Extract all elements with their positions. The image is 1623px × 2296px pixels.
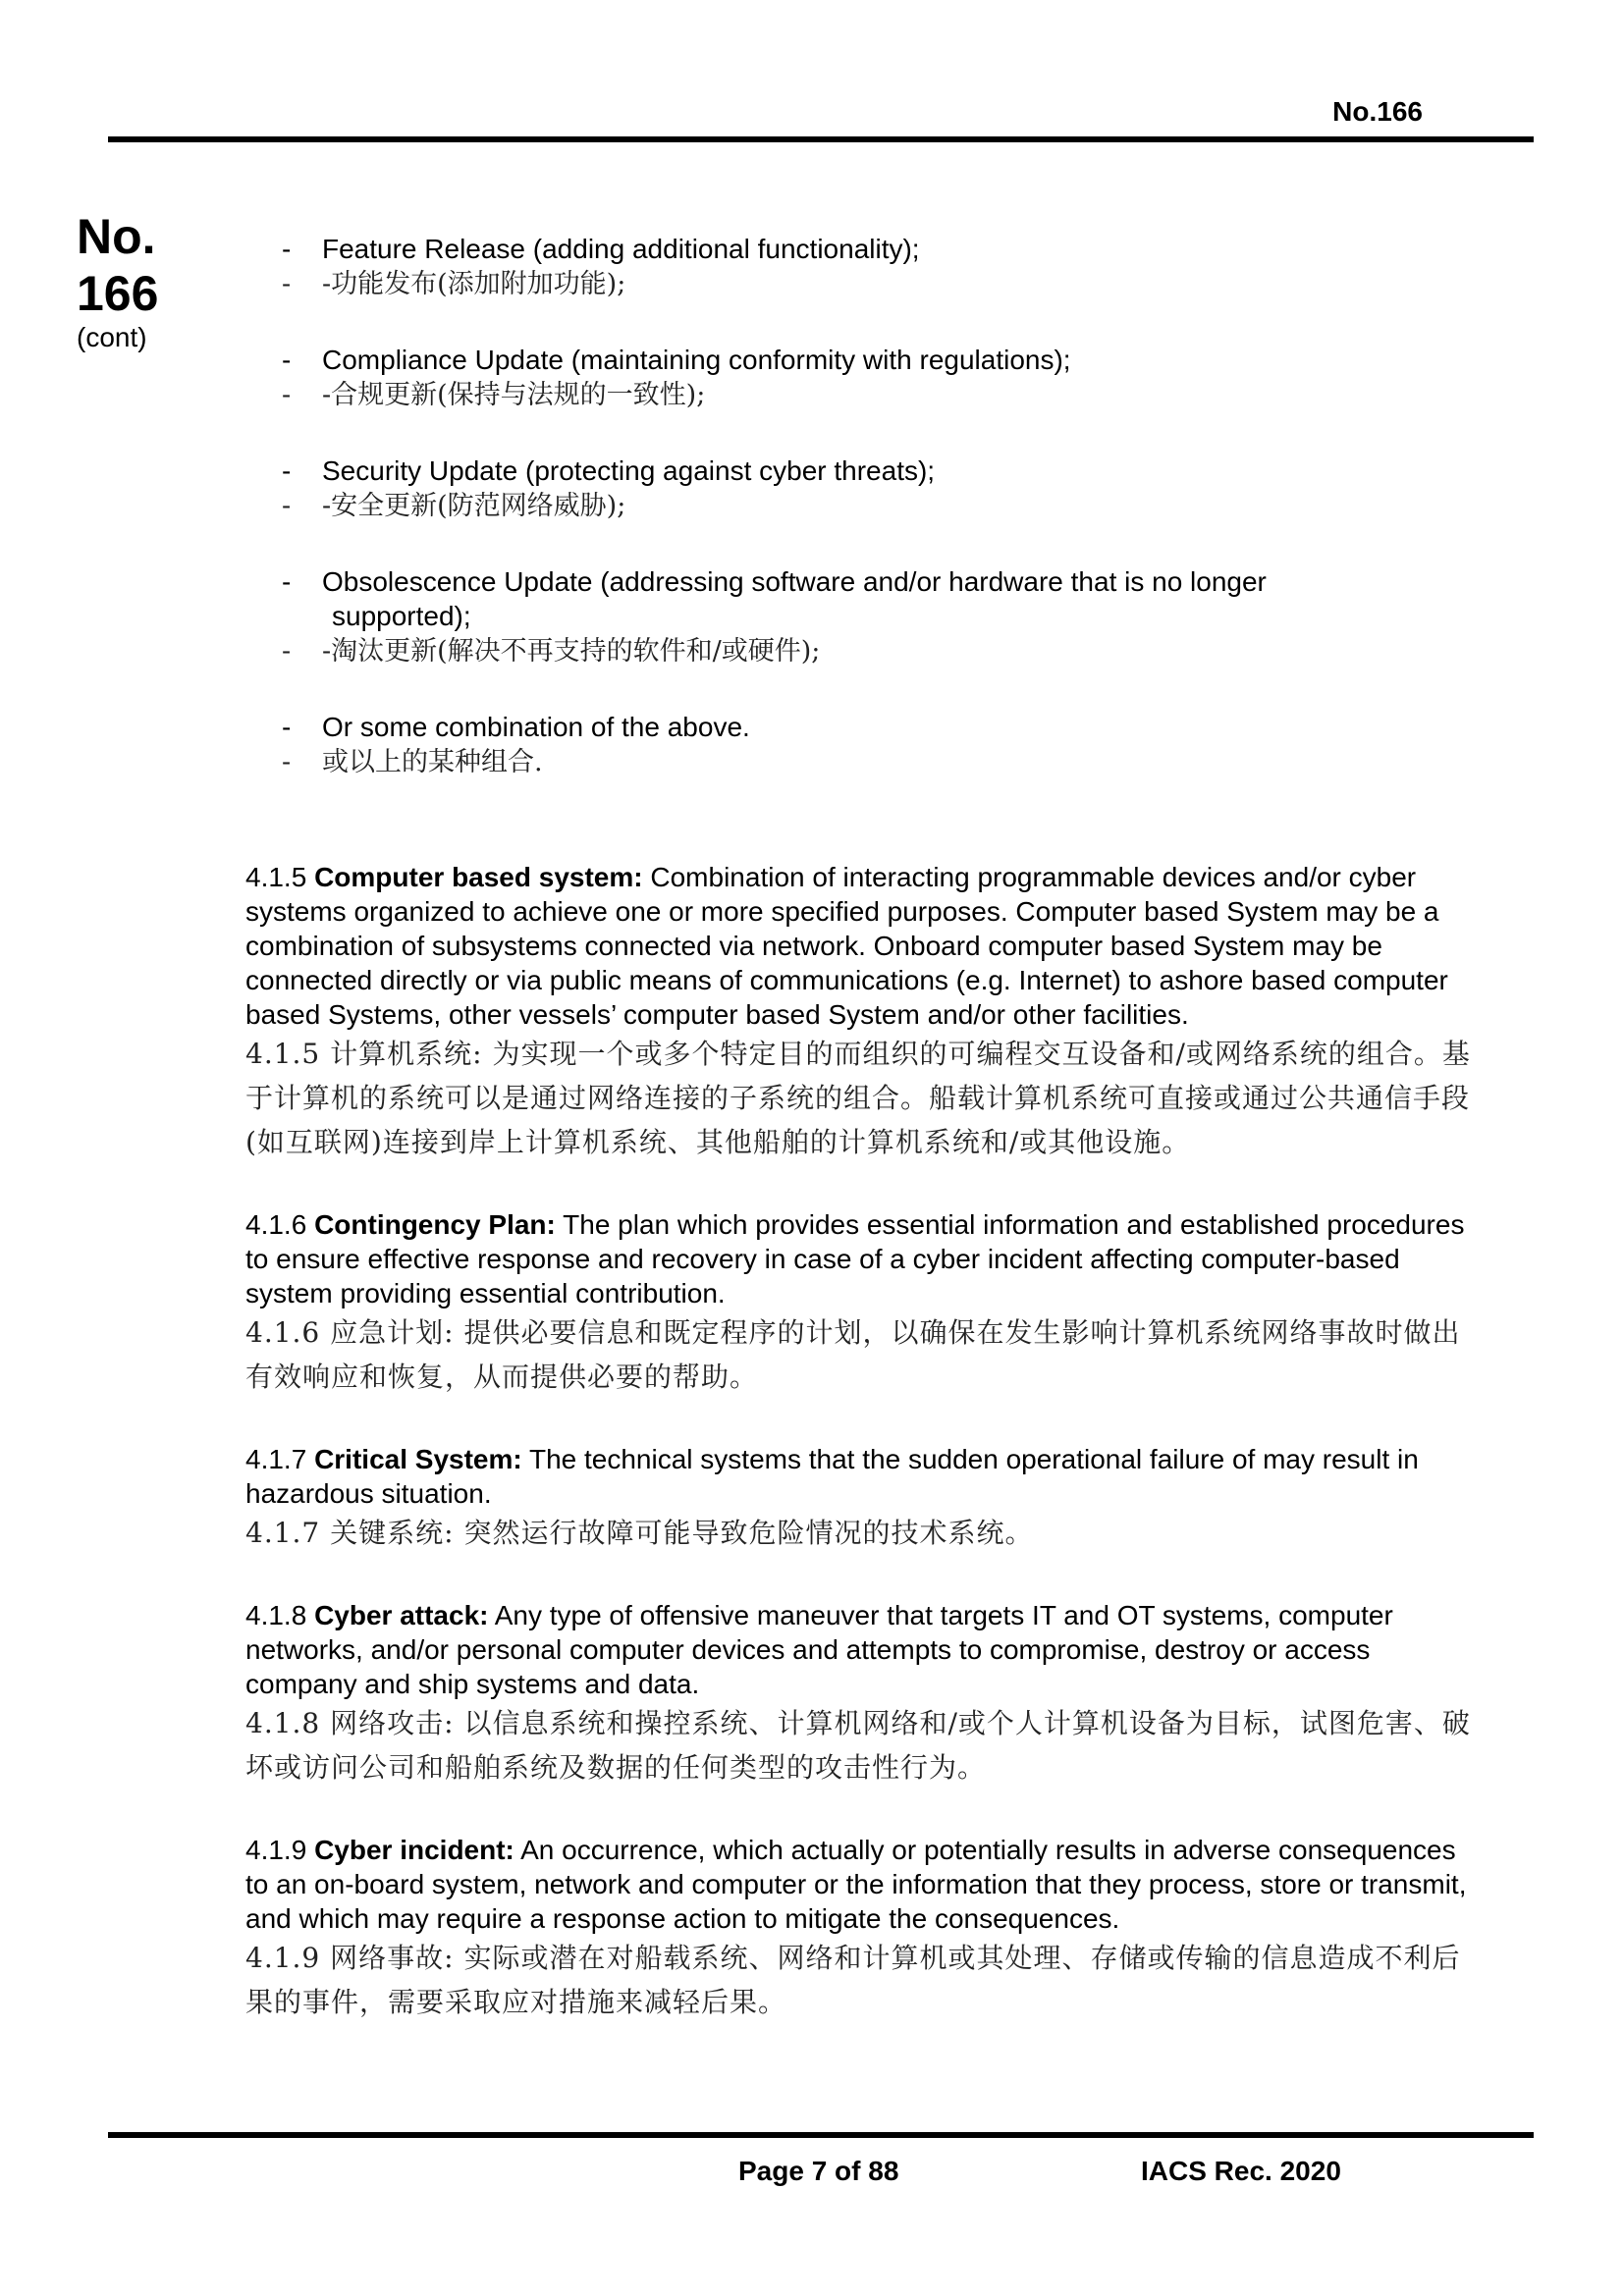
page-number: Page 7 of 88 bbox=[738, 2156, 899, 2186]
sidebar-no-number: 166 bbox=[77, 266, 159, 321]
bullet-text-zh: -功能发布(添加附加功能); bbox=[322, 269, 626, 299]
definition-text-en: The technical systems that the sudden operational failure of may result in hazardous situation. bbox=[245, 1444, 1419, 1509]
spacer bbox=[245, 525, 1483, 564]
bullet-text-en: Feature Release (adding additional functionality); bbox=[322, 234, 920, 264]
list-item: - -功能发布(添加附加功能); bbox=[282, 269, 626, 299]
list-item: - Obsolescence Update (addressing software and/or hardware that is no longer supported); bbox=[245, 564, 1483, 633]
sidebar-cont-label: (cont) bbox=[77, 322, 147, 352]
footer-rule bbox=[108, 2132, 1534, 2138]
footer-rec-label: IACS Rec. 2020 bbox=[1141, 2156, 1341, 2186]
list-item: - -安全更新(防范网络威胁); bbox=[282, 491, 626, 521]
definition-en bbox=[245, 1833, 1483, 1936]
list-item: - -淘汰更新(解决不再支持的软件和/或硬件); bbox=[282, 636, 821, 667]
definition-4-1-9 bbox=[245, 1833, 1483, 2024]
bullet-text-en: Security Update (protecting against cyber threats); bbox=[322, 455, 936, 486]
spacer bbox=[245, 670, 1483, 710]
definition-number: 4.1.9 bbox=[245, 1835, 307, 1865]
definition-en bbox=[245, 860, 1483, 1032]
bullet-text-en: Obsolescence Update (addressing software and/or hardware that is no longer bbox=[322, 566, 1267, 597]
definition-number: 4.1.8 bbox=[245, 1600, 307, 1630]
definition-text-zh: 4.1.7 关键系统: 突然运行故障可能导致危险情况的技术系统。 bbox=[245, 1517, 1034, 1549]
update-type-list bbox=[245, 232, 1483, 781]
definition-text-en: Any type of offensive maneuver that targets IT and OT systems, computer networks, and/or personal computer devices and attempts to compromise, destroy or access company and ship systems and data. bbox=[245, 1600, 1393, 1699]
bullet-text-en-continued: supported); bbox=[332, 601, 471, 631]
definition-term: Computer based system: bbox=[314, 862, 643, 892]
definition-term: Cyber incident: bbox=[314, 1835, 514, 1865]
list-item: - Or some combination of the above. bbox=[282, 712, 750, 742]
bullet-text-en: Compliance Update (maintaining conformity with regulations); bbox=[322, 345, 1071, 375]
definition-term: Critical System: bbox=[314, 1444, 522, 1474]
definition-number: 4.1.5 bbox=[245, 862, 307, 892]
definition-4-1-7 bbox=[245, 1442, 1483, 1555]
definition-en bbox=[245, 1442, 1483, 1511]
definition-text-en: The plan which provides essential information and established procedures to ensure effective response and recovery in case of a cyber incident affecting computer-based system providing essential contribution. bbox=[245, 1209, 1465, 1308]
sidebar-doc-label bbox=[77, 208, 194, 353]
definition-text-zh: 4.1.9 网络事故: 实际或潜在对船载系统、网络和计算机或其处理、存储或传输的信息造成不利后果的事件，需要采取应对措施来减轻后果。 bbox=[245, 1942, 1461, 2018]
bullet-text-zh: -合规更新(保持与法规的一致性); bbox=[322, 380, 706, 410]
definitions-section bbox=[245, 860, 1483, 2024]
bullet-text-zh: -安全更新(防范网络威胁); bbox=[322, 491, 626, 521]
definition-text-zh: 4.1.5 计算机系统: 为实现一个或多个特定目的而组织的可编程交互设备和/或网络系统的组合。基于计算机的系统可以是通过网络连接的子系统的组合。船载计算机系统可直接或通过公共通信手段(如互联网)连接到岸上计算机系统、其他船舶的计算机系统和/或其他设施。 bbox=[245, 1038, 1471, 1158]
definition-text-en: An occurrence, which actually or potentially results in adverse consequences to an on-board system, network and computer or the information that they process, store or transmit, and which may require a response action to mitigate the consequences. bbox=[245, 1835, 1467, 1934]
bullet-text-zh: 或以上的某种组合. bbox=[322, 747, 543, 777]
header-doc-number: No.166 bbox=[1332, 96, 1423, 127]
header-rule bbox=[108, 136, 1534, 142]
definition-number: 4.1.6 bbox=[245, 1209, 307, 1240]
spacer bbox=[245, 303, 1483, 343]
list-item: - Compliance Update (maintaining conformity with regulations); bbox=[282, 345, 1071, 375]
list-item: - Security Update (protecting against cyber threats); bbox=[282, 455, 936, 486]
list-item: - Feature Release (adding additional functionality); bbox=[282, 234, 920, 264]
definition-4-1-6 bbox=[245, 1207, 1483, 1399]
list-item: - -合规更新(保持与法规的一致性); bbox=[282, 380, 706, 410]
definition-term: Contingency Plan: bbox=[314, 1209, 556, 1240]
definition-text-zh: 4.1.6 应急计划: 提供必要信息和既定程序的计划，以确保在发生影响计算机系统网络事故时做出有效响应和恢复，从而提供必要的帮助。 bbox=[245, 1316, 1461, 1393]
definition-en bbox=[245, 1598, 1483, 1701]
definition-4-1-5 bbox=[245, 860, 1483, 1164]
page-content bbox=[245, 232, 1483, 2067]
definition-en bbox=[245, 1207, 1483, 1310]
definition-term: Cyber attack: bbox=[314, 1600, 489, 1630]
definition-number: 4.1.7 bbox=[245, 1444, 307, 1474]
definition-text-zh: 4.1.8 网络攻击: 以信息系统和操控系统、计算机网络和/或个人计算机设备为目标，试图危害、破坏或访问公司和船舶系统及数据的任何类型的攻击性行为。 bbox=[245, 1707, 1471, 1784]
sidebar-no-label: No. bbox=[77, 209, 156, 264]
list-item: - 或以上的某种组合. bbox=[282, 747, 543, 777]
definition-4-1-8 bbox=[245, 1598, 1483, 1789]
definition-text-en: Combination of interacting programmable devices and/or cyber systems organized to achieve one or more specified purposes. Computer based System may be a combination of subsystems connected via network. Onboard computer based System may be connected directly or via public means of communications (e.g. Internet) to ashore based computer based Systems, other vessels’ computer based System and/or other facilities. bbox=[245, 862, 1448, 1030]
bullet-text-en: Or some combination of the above. bbox=[322, 712, 750, 742]
spacer bbox=[245, 414, 1483, 454]
bullet-text-zh: -淘汰更新(解决不再支持的软件和/或硬件); bbox=[322, 636, 821, 667]
